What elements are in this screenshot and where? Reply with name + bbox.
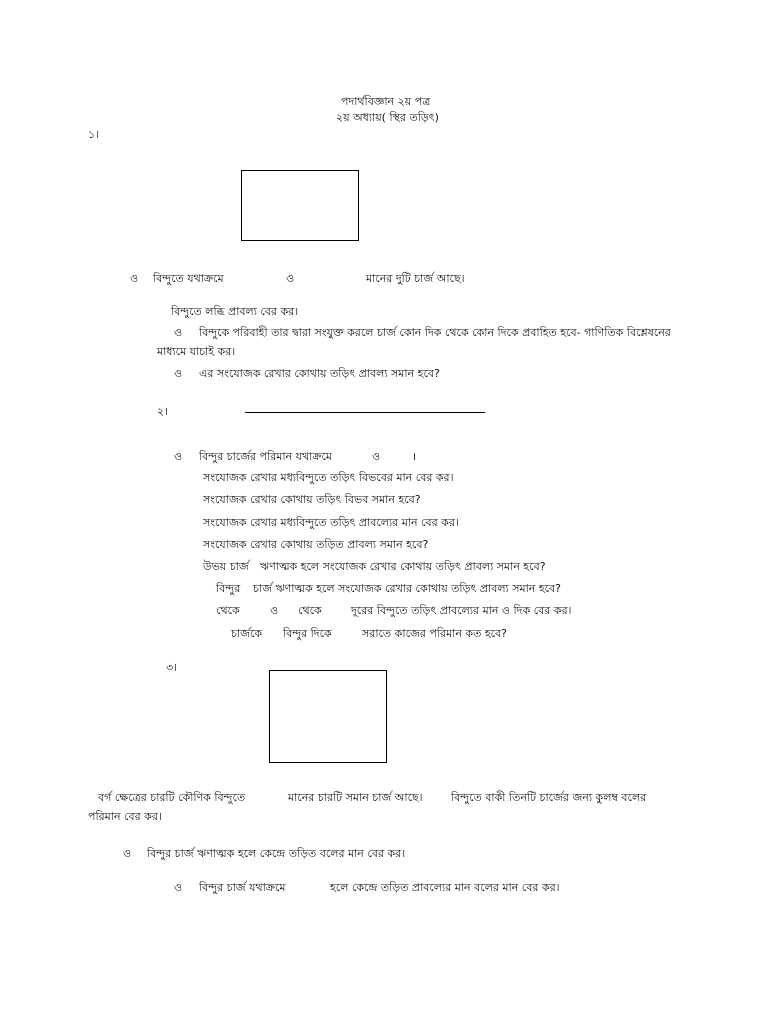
question-3-part-a-conj: ও xyxy=(123,847,132,860)
question-3-part-b-a: বিন্দুর চার্জ যথাক্রমে xyxy=(199,881,286,894)
question-1-stem-b: মানের দুটি চার্জ আছে। xyxy=(366,272,465,285)
question-3-figure xyxy=(269,670,387,763)
question-2-conj: ও xyxy=(174,450,183,463)
question-2-part-a: সংযোজক রেখার মধ্যবিন্দুতে তড়িৎ বিভবের মান বের কর। xyxy=(203,471,454,484)
question-2-part-g-b: ও xyxy=(270,604,279,617)
question-2-conj-2: ও xyxy=(372,450,381,463)
question-2-part-h-b: বিন্দুর দিকে xyxy=(283,627,332,640)
question-2-part-h-c: সরাতে কাজের পরিমান কত হবে? xyxy=(362,627,508,640)
question-3-part-a: বিন্দুর চার্জ ঋণাত্মক হলে কেন্দ্রে তড়িত বলের মান বের কর। xyxy=(147,847,406,860)
question-1-part-c: এর সংযোজক রেখার কোথায় তড়িৎ প্রাবল্য সমান হবে? xyxy=(199,367,440,380)
question-2-figure-line xyxy=(245,412,485,413)
document-chapter: ২য় অধ্যায়( স্থির তড়িৎ) xyxy=(336,111,439,124)
question-3-part-b-b: হলে কেন্দ্রে তড়িত প্রাবল্যের মান বলের মান বের কর। xyxy=(330,881,560,894)
question-1-conj: ও xyxy=(130,272,139,285)
question-1-number: ১। xyxy=(88,128,100,141)
question-2-part-b: সংযোজক রেখার কোথায় তড়িৎ বিভব সমান হবে? xyxy=(203,493,421,506)
question-2-part-c: সংযোজক রেখার মধ্যবিন্দুতে তড়িৎ প্রাবল্যের মান বের কর। xyxy=(203,516,459,529)
document-subject: পদার্থবিজ্ঞান ২য় পত্র xyxy=(341,95,431,108)
question-2-part-d: সংযোজক রেখার কোথায় তড়িত প্রাবল্য সমান হবে? xyxy=(203,538,429,551)
question-2-part-h-a: চার্জকে xyxy=(231,627,263,640)
question-1-part-c-conj: ও xyxy=(174,367,183,380)
question-2-part-f-b: চার্জ ঋণাত্মক হলে সংযোজক রেখার কোথায় তড়িৎ প্রাবল্য সমান হবে? xyxy=(253,582,562,595)
question-2-stem-end: । xyxy=(412,450,417,463)
question-1-figure xyxy=(241,170,359,241)
question-2-part-e-b: ঋণাত্মক হলে সংযোজক রেখার কোথায় তড়িৎ প্রাবল্য সমান হবে? xyxy=(260,560,546,573)
question-2-part-e-a: উভয় চার্জ xyxy=(203,560,249,573)
question-2-stem: বিন্দুর চার্জের পরিমান যথাক্রমে xyxy=(199,450,332,463)
question-3-stem-c: বিন্দুতে বাকী তিনটি চার্জের জন্য কুলম্ব বলের xyxy=(451,791,647,804)
question-1-stem-a: বিন্দুতে যথাক্রমে xyxy=(153,272,224,285)
question-2-number: ২। xyxy=(157,405,169,418)
question-2-part-g-a: থেকে xyxy=(216,604,240,617)
question-1-part-b-cont: মাধ্যমে যাচাই কর। xyxy=(157,345,236,358)
question-1-part-b: বিন্দুকে পরিবাহী তার দ্বারা সংযুক্ত করলে চার্জ কোন দিক থেকে কোন দিকে প্রবাহিত হবে- গাণিতিক বিশ্লেষনের xyxy=(199,326,671,339)
question-3-stem-b: মানের চারটি সমান চার্জ আছে। xyxy=(288,791,423,804)
question-3-stem-d: পরিমান বের কর। xyxy=(88,810,162,823)
question-1-conj-2: ও xyxy=(286,272,295,285)
question-2-part-g-c: থেকে xyxy=(298,604,322,617)
question-3-stem-a: বর্গ ক্ষেত্রের চারটি কৌণিক বিন্দুতে xyxy=(98,791,246,804)
question-1-part-b-conj: ও xyxy=(174,326,183,339)
question-3-number: ৩। xyxy=(166,661,178,674)
question-3-part-b-conj: ও xyxy=(174,881,183,894)
question-2-part-f-a: বিন্দুর xyxy=(216,582,241,595)
question-1-part-a: বিন্দুতে লব্ধি প্রাবল্য বের কর। xyxy=(171,305,299,318)
question-2-part-g-d: দূরের বিন্দুতে তড়িৎ প্রাবল্যের মান ও দিক বের কর। xyxy=(351,604,572,617)
